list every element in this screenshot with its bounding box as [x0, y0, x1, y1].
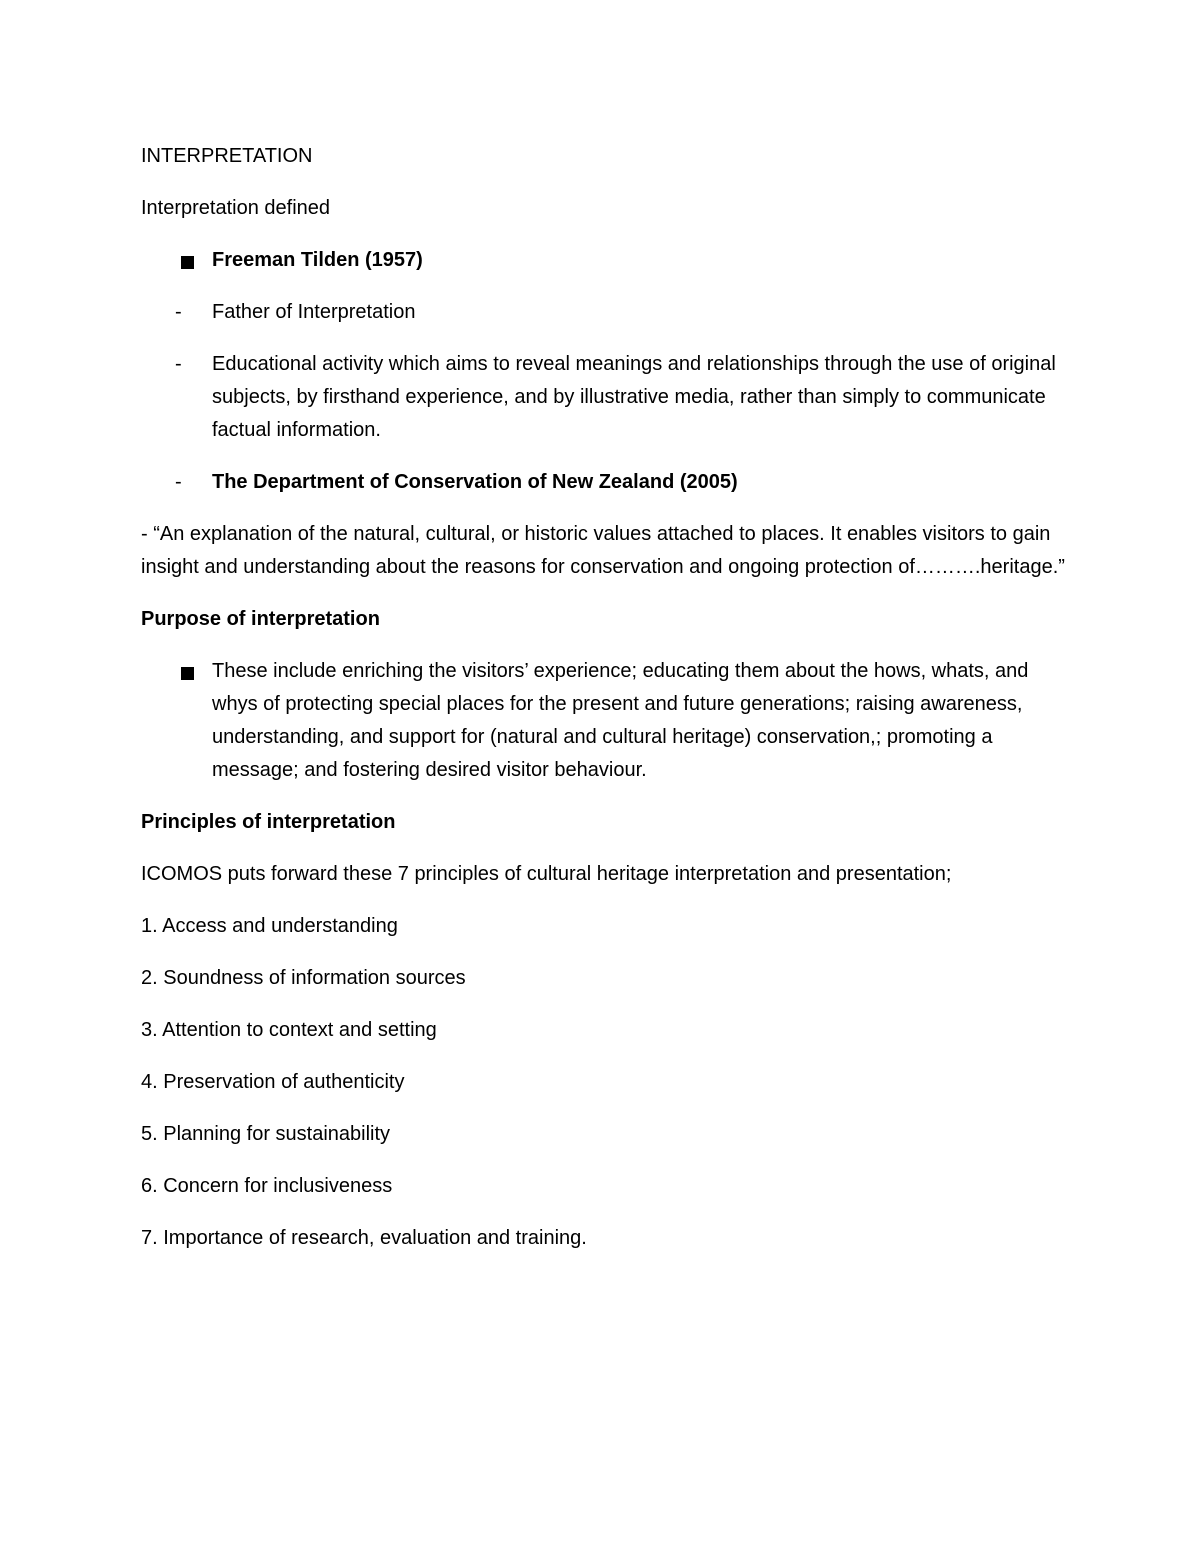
principle-item: 1. Access and understanding: [141, 915, 398, 937]
purpose-bullet-item: [141, 655, 1066, 787]
doc-nz-name: The Department of Conservation of New Zealand (2005): [212, 471, 738, 493]
square-bullet-icon: [181, 667, 194, 680]
principle-item: 4. Preservation of authenticity: [141, 1071, 405, 1093]
dash-marker: -: [175, 353, 182, 375]
dash-marker: -: [175, 301, 182, 323]
principle-item: 2. Soundness of information sources: [141, 967, 466, 989]
tilden-role-item: [141, 296, 1066, 329]
purpose-heading: Purpose of interpretation: [141, 608, 380, 630]
principle-item: 5. Planning for sustainability: [141, 1123, 391, 1145]
dash-marker: -: [175, 471, 182, 493]
principles-intro: ICOMOS puts forward these 7 principles of cultural heritage interpretation and presentation;: [141, 863, 952, 885]
doc-nz-item: [141, 466, 1066, 499]
tilden-definition-item: [141, 348, 1066, 447]
document-body: [141, 140, 1066, 1274]
principles-heading: Principles of interpretation: [141, 811, 396, 833]
tilden-bullet-item: [141, 244, 1066, 277]
defined-heading: Interpretation defined: [141, 197, 331, 219]
principle-item: 7. Importance of research, evaluation and training.: [141, 1227, 587, 1249]
doc-nz-quote: - “An explanation of the natural, cultural, or historic values attached to places. It enables visitors to gain insight and understanding about the reasons for conservation and ongoing protection of……….heritage.”: [141, 523, 1065, 578]
tilden-definition: Educational activity which aims to reveal meanings and relationships through the use of original subjects, by firsthand experience, and by illustrative media, rather than simply to communicate factual information.: [212, 353, 1056, 441]
principle-item: 6. Concern for inclusiveness: [141, 1175, 393, 1197]
square-bullet-icon: [181, 256, 194, 269]
document-title: INTERPRETATION: [141, 145, 313, 167]
principle-item: 3. Attention to context and setting: [141, 1019, 437, 1041]
tilden-name: Freeman Tilden (1957): [212, 249, 423, 271]
tilden-role: Father of Interpretation: [212, 301, 416, 323]
purpose-text: These include enriching the visitors’ experience; educating them about the hows, whats, and whys of protecting special places for the present and future generations; raising awareness, understanding, and support for (natural and cultural heritage) conservation,; promoting a message; and fostering desired visitor behaviour.: [212, 660, 1029, 781]
